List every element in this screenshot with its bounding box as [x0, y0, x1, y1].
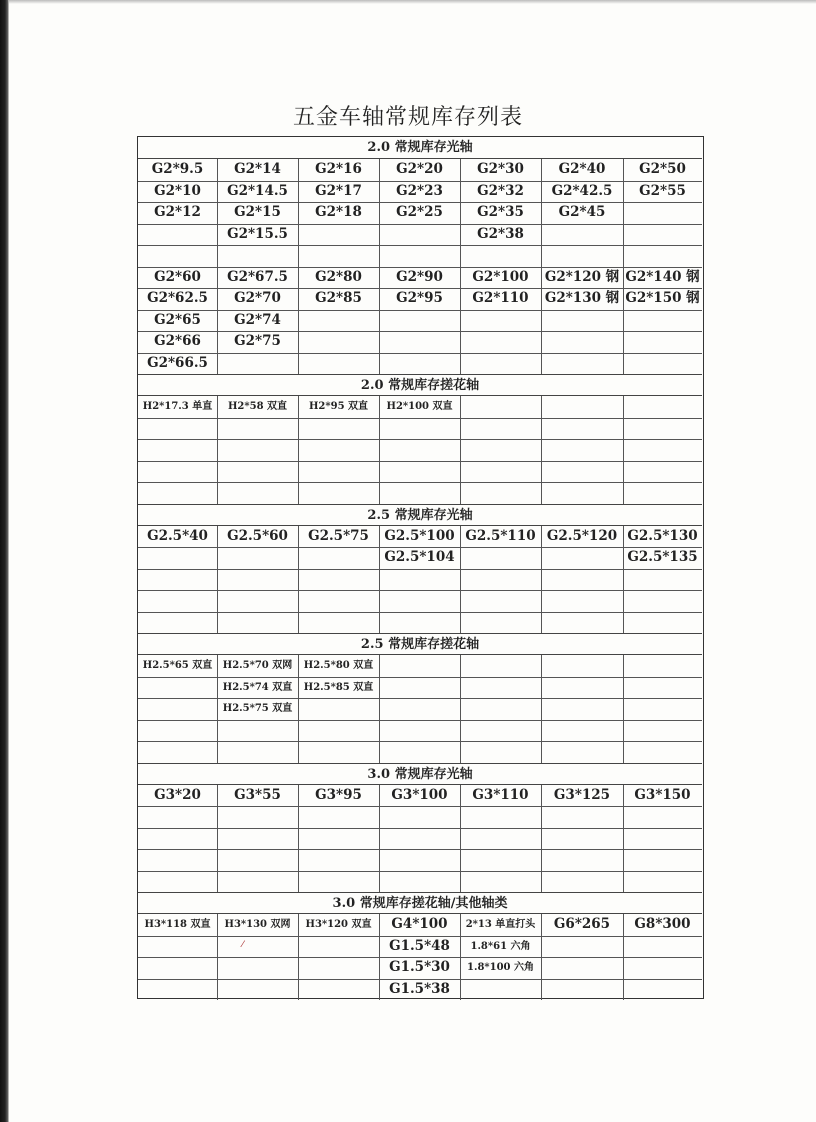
table-cell: G2*130 钢	[544, 290, 620, 306]
table-cell	[217, 741, 298, 762]
section-header: 3.0 常规库存搓花轴/其他轴类	[138, 892, 702, 914]
table-cell: H3*118 双直	[144, 919, 211, 930]
table-cell: G2*23	[396, 182, 443, 199]
table-cell: G2.5*75	[308, 527, 369, 544]
table-cell: G2*38	[477, 225, 524, 242]
table-cell: G2.5*104	[384, 549, 455, 565]
table-cell	[217, 482, 298, 503]
table-cell	[460, 310, 541, 331]
table-cell: G1.5*38	[389, 980, 450, 997]
column-divider	[298, 526, 299, 634]
table-cell: G2*110	[472, 290, 529, 306]
table-cell: H2*95 双直	[308, 401, 369, 412]
table-cell: G2*30	[477, 161, 524, 177]
table-cell	[541, 331, 623, 352]
table-cell	[460, 655, 541, 676]
table-cell	[217, 720, 298, 741]
table-cell: H2.5*80 双直	[303, 660, 374, 671]
table-cell: G2*120 钢	[544, 268, 620, 285]
table-cell	[623, 418, 702, 439]
table-cell	[298, 806, 379, 827]
column-divider	[460, 526, 461, 634]
table-cell	[138, 461, 217, 482]
table-cell: G2*80	[315, 268, 362, 285]
table-cell	[623, 482, 702, 503]
table-cell	[217, 439, 298, 460]
table-cell	[138, 936, 217, 957]
table-cell	[541, 310, 623, 331]
column-divider	[541, 914, 542, 1000]
table-cell	[217, 806, 298, 827]
table-cell	[138, 957, 217, 978]
table-cell	[460, 612, 541, 633]
table-cell: G2*14.5	[227, 182, 288, 199]
table-cell	[298, 418, 379, 439]
table-cell	[623, 461, 702, 482]
table-cell	[298, 828, 379, 849]
column-divider	[623, 914, 624, 1000]
table-cell	[541, 482, 623, 503]
table-cell	[217, 871, 298, 892]
table-cell	[138, 224, 217, 245]
table-cell: G2*65	[154, 311, 201, 328]
table-cell: G3*95	[315, 786, 362, 803]
table-cell	[217, 461, 298, 482]
table-cell: H2.5*85 双直	[303, 681, 374, 693]
table-cell	[138, 720, 217, 741]
table-cell	[460, 698, 541, 719]
table-cell: G2*90	[396, 268, 443, 285]
table-cell: G2*32	[477, 182, 524, 199]
table-cell: G2.5*40	[147, 527, 208, 544]
table-cell: G2*85	[315, 290, 362, 306]
table-cell	[138, 871, 217, 892]
table-cell	[217, 245, 298, 266]
column-divider	[379, 785, 380, 893]
table-cell	[541, 871, 623, 892]
table-cell	[460, 396, 541, 417]
table-cell: H2.5*70 双网	[222, 660, 293, 671]
scan-edge-shadow	[0, 0, 9, 1122]
table-cell	[460, 569, 541, 590]
table-cell	[541, 353, 623, 374]
table-cell	[138, 569, 217, 590]
table-cell	[460, 418, 541, 439]
table-cell	[541, 547, 623, 568]
table-cell: H2.5*75 双直	[222, 703, 293, 714]
table-cell	[541, 418, 623, 439]
table-cell	[379, 439, 460, 460]
table-cell: 1.8*100 六角	[467, 962, 534, 973]
table-cell	[541, 741, 623, 762]
table-cell: H3*130 双网	[224, 919, 291, 930]
table-cell	[298, 612, 379, 633]
table-cell	[541, 396, 623, 417]
table-cell	[379, 741, 460, 762]
table-cell	[298, 871, 379, 892]
table-cell	[541, 828, 623, 849]
table-cell: 2*13 单直打头	[465, 919, 536, 930]
table-cell	[623, 353, 702, 374]
table-cell	[298, 569, 379, 590]
table-cell: G2*66.5	[147, 354, 208, 371]
column-divider	[298, 655, 299, 763]
table-cell	[379, 698, 460, 719]
table-cell: G2*140 钢	[625, 268, 700, 285]
table-cell	[541, 979, 623, 1000]
column-divider	[217, 396, 218, 504]
table-cell	[541, 612, 623, 633]
table-cell	[138, 698, 217, 719]
table-cell	[138, 612, 217, 633]
scan-top-shadow	[9, 0, 816, 4]
column-divider	[460, 396, 461, 504]
table-cell	[379, 461, 460, 482]
table-cell: G2*15	[234, 204, 281, 220]
table-cell	[623, 655, 702, 676]
inventory-table	[137, 136, 704, 999]
column-divider	[623, 526, 624, 634]
table-cell	[623, 612, 702, 633]
table-cell	[217, 547, 298, 568]
table-cell	[138, 547, 217, 568]
table-cell	[541, 677, 623, 698]
column-divider	[217, 159, 218, 374]
table-cell: G2*40	[558, 161, 606, 177]
table-cell	[298, 849, 379, 870]
table-cell	[541, 245, 623, 266]
table-cell	[298, 331, 379, 352]
table-cell	[379, 590, 460, 611]
section-header: 3.0 常规库存光轴	[138, 763, 702, 785]
table-cell	[541, 720, 623, 741]
table-cell: G2*95	[396, 290, 443, 306]
table-cell	[298, 547, 379, 568]
table-cell	[460, 849, 541, 870]
table-cell	[460, 677, 541, 698]
table-cell	[138, 439, 217, 460]
table-cell	[298, 245, 379, 266]
table-cell: H2*17.3 单直	[142, 401, 213, 412]
table-cell	[138, 418, 217, 439]
table-cell	[379, 655, 460, 676]
table-cell	[541, 957, 623, 978]
table-cell: H2*100 双直	[386, 401, 453, 412]
table-cell: G2.5*135	[627, 549, 698, 565]
column-divider	[623, 159, 624, 374]
table-cell: G2*55	[639, 182, 686, 199]
table-cell	[379, 331, 460, 352]
table-cell	[298, 720, 379, 741]
column-divider	[460, 159, 461, 374]
table-cell	[379, 849, 460, 870]
table-cell: G2*75	[234, 333, 281, 349]
table-cell: G3*110	[472, 786, 529, 803]
column-divider	[298, 159, 299, 374]
table-cell	[541, 590, 623, 611]
table-cell: H2*58 双直	[227, 401, 288, 412]
table-cell	[623, 849, 702, 870]
table-cell	[460, 331, 541, 352]
table-cell	[379, 310, 460, 331]
table-cell	[460, 353, 541, 374]
column-divider	[623, 396, 624, 504]
table-cell: G2*74	[234, 311, 281, 328]
table-cell	[460, 806, 541, 827]
table-cell	[379, 871, 460, 892]
table-cell	[379, 418, 460, 439]
table-cell	[460, 828, 541, 849]
section-header: 2.0 常规库存搓花轴	[138, 374, 702, 396]
table-cell	[379, 224, 460, 245]
column-divider	[460, 655, 461, 763]
table-cell: H2.5*65 双直	[142, 660, 213, 671]
table-cell: G2*18	[315, 204, 362, 220]
column-divider	[623, 785, 624, 893]
table-cell: G2*20	[396, 161, 443, 177]
table-cell	[298, 461, 379, 482]
table-cell	[541, 806, 623, 827]
table-cell: G2*14	[234, 161, 281, 177]
table-cell: G2.5*110	[465, 527, 536, 544]
table-cell	[298, 482, 379, 503]
table-cell	[623, 569, 702, 590]
table-cell: G3*125	[553, 786, 611, 803]
table-cell	[379, 612, 460, 633]
table-cell	[623, 677, 702, 698]
table-cell	[138, 806, 217, 827]
table-cell	[138, 482, 217, 503]
table-cell	[217, 979, 298, 1000]
table-cell	[298, 957, 379, 978]
table-cell	[623, 331, 702, 352]
table-cell: H2.5*74 双直	[222, 681, 293, 693]
column-divider	[217, 526, 218, 634]
table-cell	[460, 439, 541, 460]
table-cell	[298, 698, 379, 719]
table-cell	[623, 979, 702, 1000]
table-cell	[623, 202, 702, 223]
table-cell	[217, 936, 298, 957]
column-divider	[541, 159, 542, 374]
table-cell	[379, 720, 460, 741]
table-cell	[541, 224, 623, 245]
table-cell	[623, 957, 702, 978]
table-cell: G2*66	[154, 333, 201, 349]
table-cell	[623, 224, 702, 245]
table-cell	[217, 353, 298, 374]
table-cell: G2*12	[154, 204, 201, 220]
table-cell	[460, 720, 541, 741]
table-cell	[379, 353, 460, 374]
table-cell	[623, 720, 702, 741]
table-cell	[217, 590, 298, 611]
table-cell	[217, 849, 298, 870]
table-cell	[379, 482, 460, 503]
table-cell: G2.5*130	[627, 527, 698, 544]
table-cell	[541, 936, 623, 957]
table-cell	[623, 590, 702, 611]
table-cell	[541, 439, 623, 460]
table-cell	[623, 806, 702, 827]
table-cell	[379, 828, 460, 849]
table-cell	[379, 806, 460, 827]
table-cell	[460, 461, 541, 482]
table-cell	[460, 741, 541, 762]
table-cell	[138, 245, 217, 266]
table-cell	[138, 828, 217, 849]
column-divider	[541, 526, 542, 634]
table-cell: G2.5*60	[227, 527, 288, 544]
table-cell: G2*35	[477, 204, 524, 220]
section-header: 2.5 常规库存光轴	[138, 504, 702, 526]
table-cell	[298, 936, 379, 957]
column-divider	[623, 655, 624, 763]
table-cell	[217, 569, 298, 590]
column-divider	[379, 396, 380, 504]
table-cell: G4*100	[391, 916, 448, 932]
column-divider	[379, 655, 380, 763]
table-cell	[460, 245, 541, 266]
table-cell: G2*62.5	[147, 290, 208, 306]
table-cell: G2*150 钢	[625, 290, 700, 306]
table-cell	[460, 590, 541, 611]
table-cell: G6*265	[553, 916, 611, 932]
column-divider	[298, 785, 299, 893]
table-cell: G3*100	[391, 786, 448, 803]
table-cell	[460, 547, 541, 568]
table-cell	[298, 224, 379, 245]
table-cell	[541, 698, 623, 719]
table-cell	[138, 677, 217, 698]
table-cell	[138, 979, 217, 1000]
table-cell: G1.5*48	[389, 937, 450, 954]
table-cell: G2*50	[639, 161, 686, 177]
column-divider	[298, 914, 299, 1000]
table-cell: G2*15.5	[227, 225, 288, 242]
column-divider	[217, 914, 218, 1000]
table-cell	[623, 245, 702, 266]
table-cell	[298, 310, 379, 331]
table-cell	[217, 612, 298, 633]
table-cell: G2*45	[558, 204, 606, 220]
table-cell	[379, 677, 460, 698]
table-cell	[460, 871, 541, 892]
table-cell	[217, 957, 298, 978]
table-cell: G2*16	[315, 161, 362, 177]
table-cell	[138, 849, 217, 870]
table-cell	[379, 569, 460, 590]
table-cell	[460, 482, 541, 503]
column-divider	[460, 785, 461, 893]
column-divider	[379, 526, 380, 634]
column-divider	[541, 785, 542, 893]
table-cell: G2.5*120	[546, 527, 618, 544]
table-cell: G2*17	[315, 182, 362, 199]
table-cell: G3*55	[234, 786, 281, 803]
column-divider	[298, 396, 299, 504]
table-cell	[541, 849, 623, 870]
table-cell: H3*120 双直	[305, 919, 372, 930]
table-cell	[623, 741, 702, 762]
column-divider	[541, 655, 542, 763]
table-cell: G2*25	[396, 204, 443, 220]
table-cell: G8*300	[634, 916, 691, 932]
pen-mark: ⁄	[242, 940, 244, 950]
table-cell: G2*60	[154, 268, 201, 285]
table-cell	[541, 655, 623, 676]
table-cell	[298, 979, 379, 1000]
table-cell	[623, 310, 702, 331]
table-cell	[298, 590, 379, 611]
column-divider	[217, 785, 218, 893]
table-cell: G1.5*30	[389, 959, 450, 975]
table-cell: G3*150	[634, 786, 691, 803]
table-cell: G2*100	[472, 268, 529, 285]
section-header: 2.0 常规库存光轴	[138, 137, 702, 159]
table-cell: G2*70	[234, 290, 281, 306]
table-cell: G2*42.5	[551, 182, 613, 199]
table-cell: G2*9.5	[151, 161, 204, 177]
table-cell	[298, 439, 379, 460]
table-cell	[623, 439, 702, 460]
table-cell	[217, 418, 298, 439]
section-header: 2.5 常规库存搓花轴	[138, 633, 702, 655]
document-title: 五金车轴常规库存列表	[292, 105, 523, 130]
table-cell	[217, 828, 298, 849]
table-cell: G2*67.5	[227, 268, 288, 285]
table-cell	[623, 396, 702, 417]
table-cell: G3*20	[154, 786, 201, 803]
table-cell: 1.8*61 六角	[470, 940, 531, 952]
table-cell	[623, 828, 702, 849]
table-cell	[623, 936, 702, 957]
table-cell	[138, 590, 217, 611]
table-cell	[138, 741, 217, 762]
table-cell	[460, 979, 541, 1000]
column-divider	[379, 914, 380, 1000]
table-cell	[541, 461, 623, 482]
table-cell	[623, 871, 702, 892]
table-cell	[298, 353, 379, 374]
column-divider	[460, 914, 461, 1000]
column-divider	[541, 396, 542, 504]
column-divider	[217, 655, 218, 763]
table-cell: G2.5*100	[384, 527, 455, 544]
table-cell	[541, 569, 623, 590]
table-cell	[298, 741, 379, 762]
table-cell: G2*10	[154, 182, 201, 199]
column-divider	[379, 159, 380, 374]
table-cell	[379, 245, 460, 266]
table-cell	[623, 698, 702, 719]
